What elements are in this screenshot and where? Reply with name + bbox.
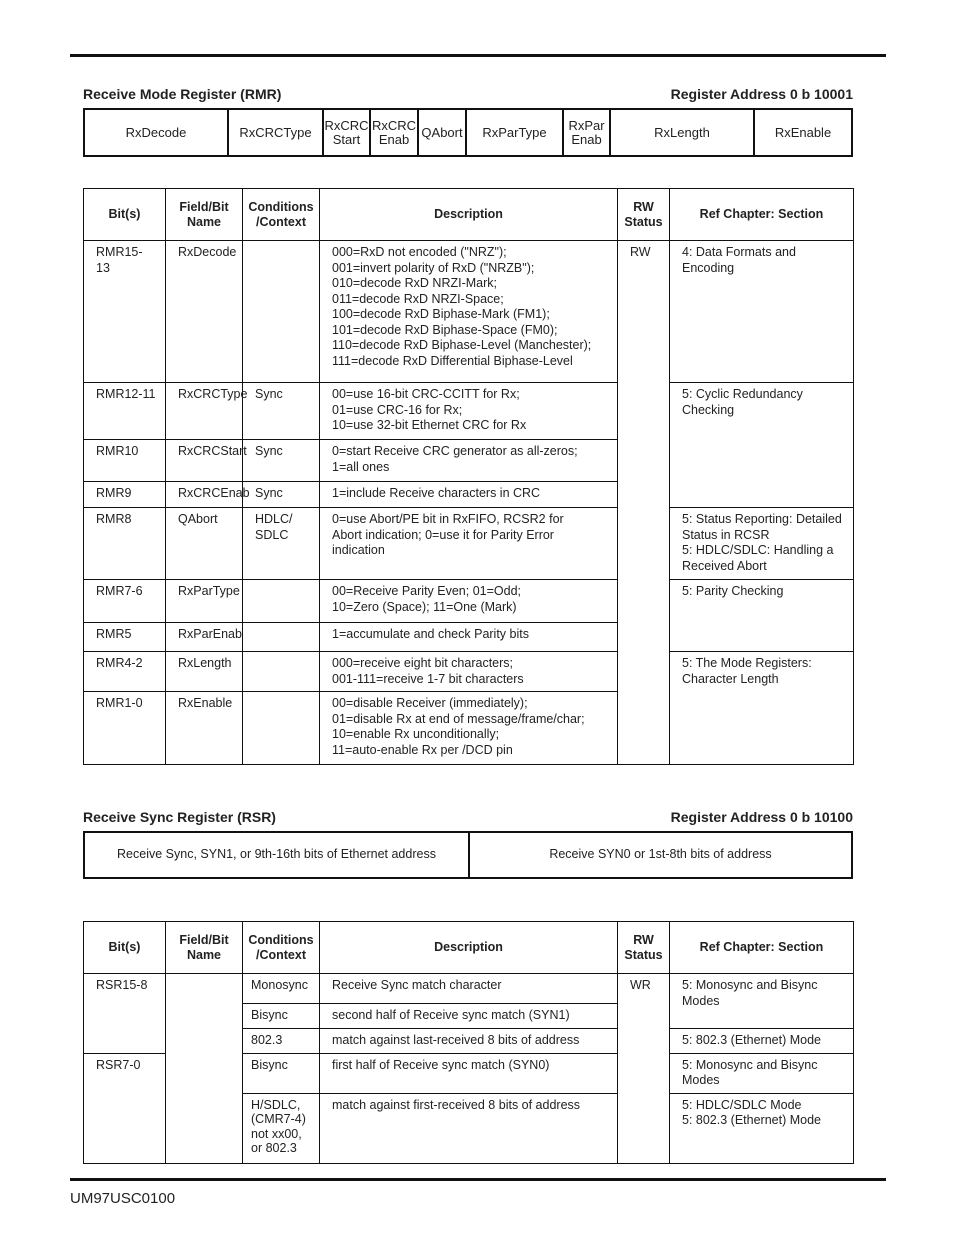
table-row	[84, 580, 854, 623]
cond-cell: HDLC/ SDLC	[243, 508, 320, 580]
desc-cell: 1=accumulate and check Parity bits	[320, 623, 618, 652]
rmr-address: Register Address 0 b 10001	[670, 86, 853, 102]
rsr-field-high-byte: Receive Sync, SYN1, or 9th-16th bits of Ethernet address	[85, 833, 470, 877]
ref-cell: 5: Cyclic Redundancy Checking	[670, 383, 854, 508]
table-row	[84, 652, 854, 692]
rmr-field-qabort: QAbort	[419, 110, 467, 155]
ref-cell: 5: Monosync and Bisync Modes	[670, 974, 854, 1029]
bits-cell: RMR5	[84, 623, 166, 652]
ref-cell: 5: 802.3 (Ethernet) Mode	[670, 1028, 854, 1053]
field-cell: RxCRCEnab	[166, 482, 243, 508]
col-desc: Description	[320, 189, 618, 241]
bits-cell: RSR7-0	[84, 1053, 166, 1163]
desc-cell: second half of Receive sync match (SYN1)	[320, 1004, 618, 1029]
rmr-field-rxcrctype: RxCRCType	[229, 110, 324, 155]
rmr-field-rxlength: RxLength	[611, 110, 755, 155]
desc-cell: match against first-received 8 bits of address	[320, 1093, 618, 1163]
desc-cell: Receive Sync match character	[320, 974, 618, 1004]
cond-cell	[243, 692, 320, 765]
bits-cell: RSR15-8	[84, 974, 166, 1054]
desc-cell: 000=receive eight bit characters; 001-111=receive 1-7 bit characters	[320, 652, 618, 692]
bits-cell: RMR12-11	[84, 383, 166, 440]
rmr-field-rxcrcstart: RxCRC Start	[324, 110, 371, 155]
desc-cell: match against last-received 8 bits of address	[320, 1028, 618, 1053]
rmr-field-rxcrcenab: RxCRC Enab	[371, 110, 419, 155]
bits-cell: RMR7-6	[84, 580, 166, 623]
field-cell: RxEnable	[166, 692, 243, 765]
bits-cell: RMR10	[84, 440, 166, 482]
ref-cell: 5: Status Reporting: Detailed Status in RCSR 5: HDLC/SDLC: Handling a Received Abort	[670, 508, 854, 580]
rmr-field-rxparenab: RxPar Enab	[564, 110, 611, 155]
rw-status-cell: RW	[618, 241, 670, 765]
desc-cell: first half of Receive sync match (SYN0)	[320, 1053, 618, 1093]
desc-cell: 00=Receive Parity Even; 01=Odd; 10=Zero (Space); 11=One (Mark)	[320, 580, 618, 623]
rmr-table	[83, 188, 854, 765]
rsr-field-low-byte: Receive SYN0 or 1st-8th bits of address	[549, 847, 772, 862]
col-rw: RW Status	[618, 189, 670, 241]
rmr-field-rxpartype: RxParType	[467, 110, 564, 155]
col-bits: Bit(s)	[84, 922, 166, 974]
cond-cell: Bisync	[243, 1004, 320, 1029]
field-cell	[166, 974, 243, 1164]
bits-cell: RMR4-2	[84, 652, 166, 692]
col-field: Field/Bit Name	[166, 189, 243, 241]
bits-cell: RMR8	[84, 508, 166, 580]
desc-cell: 00=disable Receiver (immediately); 01=disable Rx at end of message/frame/char; 10=enable Rx unconditionally; 11=auto-enable Rx per /DCD pin	[320, 692, 618, 765]
document-id: UM97USC0100	[70, 1190, 176, 1207]
field-cell: RxCRCStart	[166, 440, 243, 482]
cond-cell: H/SDLC, (CMR7-4) not xx00, or 802.3	[243, 1093, 320, 1163]
rsr-title: Receive Sync Register (RSR)	[83, 809, 276, 825]
rsr-table	[83, 921, 854, 1164]
bits-cell: RMR15-13	[84, 241, 166, 383]
ref-cell: 4: Data Formats and Encoding	[670, 241, 854, 383]
rsr-register-diagram	[83, 831, 853, 879]
cond-cell: 802.3	[243, 1028, 320, 1053]
cond-cell: Sync	[243, 383, 320, 440]
col-desc: Description	[320, 922, 618, 974]
ref-cell: 5: Monosync and Bisync Modes	[670, 1053, 854, 1093]
top-rule	[70, 54, 886, 57]
field-cell: RxDecode	[166, 241, 243, 383]
desc-cell: 0=start Receive CRC generator as all-zeros; 1=all ones	[320, 440, 618, 482]
table-row	[84, 241, 854, 383]
ref-cell: 5: The Mode Registers: Character Length	[670, 652, 854, 765]
cond-cell	[243, 580, 320, 623]
rsr-heading	[83, 809, 853, 825]
ref-cell: 5: Parity Checking	[670, 580, 854, 652]
cond-cell: Bisync	[243, 1053, 320, 1093]
col-field: Field/Bit Name	[166, 922, 243, 974]
rsr-address: Register Address 0 b 10100	[670, 809, 853, 825]
cond-cell	[243, 241, 320, 383]
desc-cell: 000=RxD not encoded ("NRZ"); 001=invert polarity of RxD ("NRZB"); 010=decode RxD NRZI-Mark; 011=decode RxD NRZI-Space; 100=decode RxD Biphase-Mark (FM1); 101=decode RxD Biphase-Space (FM0); 110=decode RxD Biphase-Level (Manchester); 111=decode RxD Differential Biphase-Level	[320, 241, 618, 383]
rmr-field-rxdecode: RxDecode	[85, 110, 229, 155]
bits-cell: RMR9	[84, 482, 166, 508]
desc-cell: 0=use Abort/PE bit in RxFIFO, RCSR2 for Abort indication; 0=use it for Parity Error indication	[320, 508, 618, 580]
rmr-field-rxenable: RxEnable	[774, 124, 832, 140]
table-row	[84, 508, 854, 580]
table-row	[84, 974, 854, 1004]
col-rw: RW Status	[618, 922, 670, 974]
cond-cell: Sync	[243, 482, 320, 508]
rmr-title: Receive Mode Register (RMR)	[83, 86, 282, 102]
col-ref: Ref Chapter: Section	[670, 189, 854, 241]
rmr-heading	[83, 86, 853, 102]
desc-cell: 00=use 16-bit CRC-CCITT for Rx; 01=use CRC-16 for Rx; 10=use 32-bit Ethernet CRC for Rx	[320, 383, 618, 440]
desc-cell: 1=include Receive characters in CRC	[320, 482, 618, 508]
field-cell: RxLength	[166, 652, 243, 692]
cond-cell: Monosync	[243, 974, 320, 1004]
bits-cell: RMR1-0	[84, 692, 166, 765]
rw-status-cell: WR	[618, 974, 670, 1164]
field-cell: QAbort	[166, 508, 243, 580]
rmr-table-header	[84, 189, 854, 241]
col-cond: Conditions /Context	[243, 922, 320, 974]
field-cell: RxParType	[166, 580, 243, 623]
field-cell: RxParEnab	[166, 623, 243, 652]
bottom-rule	[70, 1178, 886, 1181]
ref-cell: 5: HDLC/SDLC Mode 5: 802.3 (Ethernet) Mode	[670, 1093, 854, 1163]
cond-cell: Sync	[243, 440, 320, 482]
col-cond: Conditions /Context	[243, 189, 320, 241]
cond-cell	[243, 623, 320, 652]
field-cell: RxCRCType	[166, 383, 243, 440]
table-row	[84, 383, 854, 440]
rmr-register-diagram	[83, 108, 853, 157]
cond-cell	[243, 652, 320, 692]
col-bits: Bit(s)	[84, 189, 166, 241]
rsr-table-header	[84, 922, 854, 974]
col-ref: Ref Chapter: Section	[670, 922, 854, 974]
